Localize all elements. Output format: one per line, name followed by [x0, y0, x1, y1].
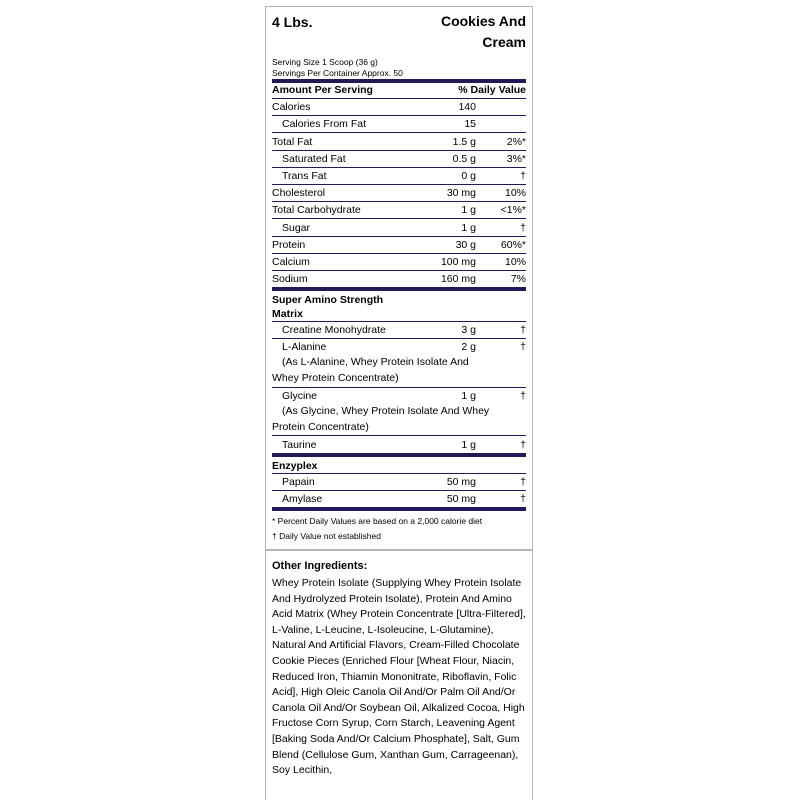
nutrient-row: Total Fat 1.5 g 2%*	[272, 133, 526, 150]
daily-value-heading: % Daily Value	[458, 84, 526, 96]
daily-value-footnote: * Percent Daily Values are based on a 2,000 calorie diet	[272, 516, 483, 526]
alanine-source-note: (As L-Alanine, Whey Protein Isolate And	[282, 356, 469, 369]
nutrient-row: Cholesterol 30 mg 10%	[272, 185, 526, 202]
amino-matrix-title: Super Amino Strength Matrix	[272, 294, 384, 321]
enzyplex-title: Enzyplex	[272, 457, 526, 474]
label-header	[272, 7, 526, 53]
amino-row-taurine: Taurine 1 g †	[282, 438, 526, 451]
enzyme-row-papain: Papain 50 mg †	[272, 474, 526, 491]
thick-rule	[272, 507, 526, 511]
other-ingredients-title: Other Ingredients:	[272, 560, 368, 572]
serving-size: Serving Size 1 Scoop (36 g)	[272, 57, 378, 67]
supplement-facts	[272, 7, 526, 779]
amino-row-glycine: Glycine 1 g †	[282, 390, 526, 403]
dagger-footnote: † Daily Value not established	[272, 531, 381, 541]
nutrient-row: Calcium 100 mg 10%	[272, 254, 526, 271]
amount-per-serving-heading: Amount Per Serving	[272, 84, 373, 96]
section-divider	[266, 549, 532, 551]
enzyme-row-amylase: Amylase 50 mg †	[282, 493, 526, 505]
alanine-source-note-cont: Whey Protein Concentrate)	[272, 371, 526, 388]
nutrient-list	[272, 99, 526, 287]
glycine-source-note: (As Glycine, Whey Protein Isolate And Whey	[282, 405, 490, 418]
flavor-name: Cookies And Cream	[440, 13, 526, 50]
nutrient-row: Saturated Fat 0.5 g 3%*	[272, 151, 526, 168]
nutrient-row: Total Carbohydrate 1 g <1%*	[272, 202, 526, 219]
nutrient-row: Calories 140	[272, 99, 526, 116]
nutrient-row: Sodium 160 mg 7%	[272, 273, 526, 286]
other-ingredients-text: Whey Protein Isolate (Supplying Whey Protein Isolate And Hydrolyzed Protein Isolate), Protein And Amino Acid Matrix (Whey Protein Concentrate [Ultra-Filtered], L-Valine, L-Leucine, L-Isoleucine, L-Glutamine), Natural And Artificial Flavors, Cream-Filled Chocolate Cookie Pieces (Enriched Flour [Wheat Flour, Niacin, Reduced Iron, Thiamin Mononitrate, Riboflavin, Folic Acid], High Oleic Canola Oil And/Or Palm Oil And/Or Canola Oil And/Or Soybean Oil, Alkalized Cocoa, High Fructose Corn Syrup, Corn Starch, Leavening Agent [Baking Soda And/Or Calcium Phosphate], Salt, Gum Blend (Cellulose Gum, Xanthan Gum, Carrageenan), Soy Lecithin,	[272, 577, 526, 777]
nutrient-row: Sugar 1 g †	[272, 219, 526, 236]
container-size: 4 Lbs.	[272, 14, 313, 30]
table-header	[272, 83, 526, 99]
serving-info	[272, 57, 526, 79]
nutrition-label-panel	[265, 6, 533, 800]
nutrient-row: Calories From Fat 15	[272, 116, 526, 133]
nutrient-row: Trans Fat 0 g †	[272, 168, 526, 185]
amino-row-alanine: L-Alanine 2 g †	[282, 341, 526, 354]
nutrient-row: Protein 30 g 60%*	[272, 237, 526, 254]
servings-per-container: Servings Per Container Approx. 50	[272, 68, 403, 78]
glycine-source-note-cont: Protein Concentrate)	[272, 420, 526, 437]
amino-row-creatine: Creatine Monohydrate 3 g †	[272, 321, 526, 339]
